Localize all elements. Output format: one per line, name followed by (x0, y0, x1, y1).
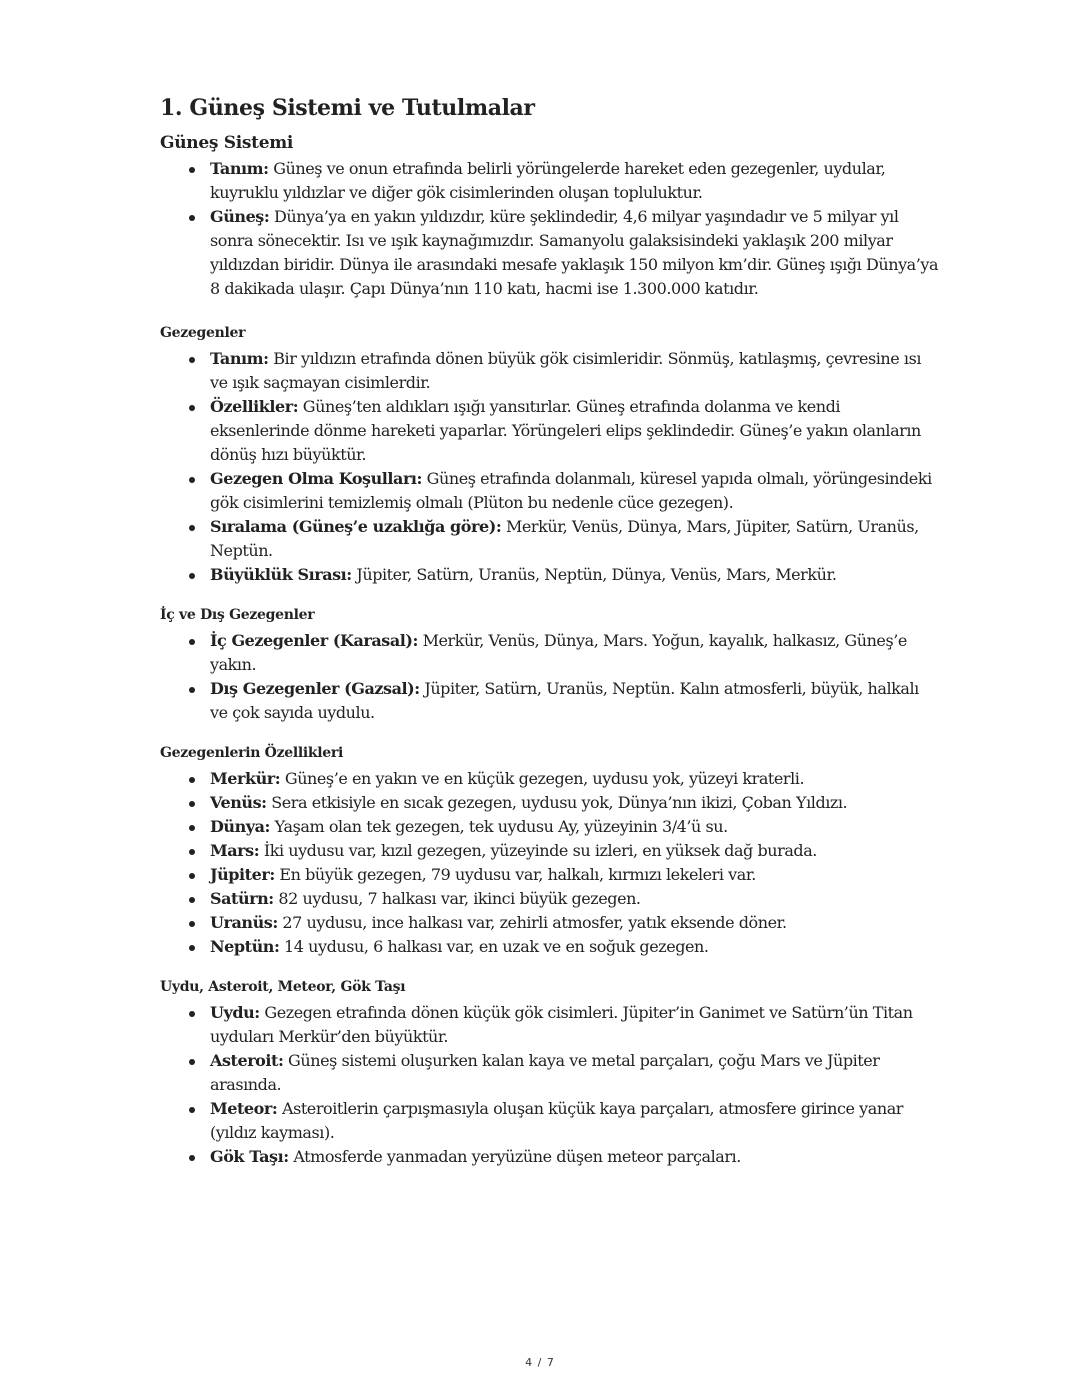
section-heading: İç ve Dış Gezegenler (160, 607, 315, 623)
item-label: Gök Taşı: (210, 1147, 289, 1166)
item-text: Jüpiter, Satürn, Uranüs, Neptün, Dünya, Venüs, Mars, Merkür. (351, 565, 837, 584)
item-label: Gezegen Olma Koşulları: (210, 469, 423, 488)
item-text: Jüpiter, Satürn, Uranüs, Neptün. Kalın atmosferli, büyük, halkalı ve çok sayıda uydulu. (210, 679, 919, 722)
item-label: Uydu: (210, 1003, 260, 1022)
list-item (210, 815, 940, 839)
item-label: Meteor: (210, 1099, 278, 1118)
item-text: Güneş’ten aldıkları ışığı yansıtırlar. Güneş etrafında dolanma ve kendi eksenlerinde dönme hareketi yaparlar. Yörüngeleri elips şeklindedir. Güneş’e yakın olanların dönüş hızı büyüktür. (210, 397, 921, 464)
item-label: Uranüs: (210, 913, 278, 932)
list-item (210, 157, 940, 205)
list-item (210, 205, 940, 301)
item-text: Yaşam olan tek gezegen, tek uydusu Ay, yüzeyinin 3/4’ü su. (270, 817, 728, 836)
item-label: Mars: (210, 841, 260, 860)
list-item (210, 791, 940, 815)
list-item (210, 887, 940, 911)
list-item (210, 677, 940, 725)
list-item (210, 935, 940, 959)
item-text: Atmosferde yanmadan yeryüzüne düşen meteor parçaları. (288, 1147, 741, 1166)
page-number: 4 / 7 (525, 1356, 555, 1369)
section-heading: Güneş Sistemi (160, 133, 294, 153)
item-label: Venüs: (210, 793, 267, 812)
item-text: Güneş’e en yakın ve en küçük gezegen, uydusu yok, yüzeyi kraterli. (280, 769, 805, 788)
bullet-list (160, 157, 940, 301)
item-text: Merkür, Venüs, Dünya, Mars. Yoğun, kayalık, halkasız, Güneş’e yakın. (210, 631, 907, 674)
item-text: 27 uydusu, ince halkası var, zehirli atmosfer, yatık eksende döner. (277, 913, 787, 932)
bullet-list (160, 1001, 940, 1169)
item-text: 82 uydusu, 7 halkası var, ikinci büyük gezegen. (273, 889, 641, 908)
list-item (210, 467, 940, 515)
item-text: Güneş ve onun etrafında belirli yörüngelerde hareket eden gezegenler, uydular, kuyruklu yıldızlar ve diğer gök cisimlerinden oluşan topluluktur. (210, 159, 886, 202)
item-label: Tanım: (210, 349, 269, 368)
item-label: Jüpiter: (210, 865, 275, 884)
list-item (210, 395, 940, 467)
section-gezegenler (160, 323, 940, 587)
item-text: Asteroitlerin çarpışmasıyla oluşan küçük kaya parçaları, atmosfere girince yanar (yıldız kayması). (210, 1099, 903, 1142)
list-item (210, 1097, 940, 1145)
list-item (210, 515, 940, 563)
item-text: İki uydusu var, kızıl gezegen, yüzeyinde su izleri, en yüksek dağ burada. (259, 841, 817, 860)
item-text: 14 uydusu, 6 halkası var, en uzak ve en soğuk gezegen. (279, 937, 709, 956)
item-label: Tanım: (210, 159, 269, 178)
bullet-list (160, 629, 940, 725)
list-item (210, 863, 940, 887)
section-gunes-sistemi (160, 131, 940, 301)
list-item (210, 347, 940, 395)
section-gezegenlerin-ozellikleri (160, 743, 940, 959)
item-label: İç Gezegenler (Karasal): (210, 631, 418, 650)
item-text: Dünya’ya en yakın yıldızdır, küre şeklindedir, 4,6 milyar yaşındadır ve 5 milyar yıl sonra sönecektir. Isı ve ışık kaynağımızdır. Samanyolu galaksisindeki yaklaşık 200 milyar yıldızdan biridir. Dünya ile arasındaki mesafe yaklaşık 150 milyon km’dir. Güneş ışığı Dünya’ya 8 dakikada ulaşır. Çapı Dünya’nın 110 katı, hacmi ise 1.300.000 katıdır. (210, 207, 939, 298)
item-label: Asteroit: (210, 1051, 284, 1070)
item-text: Güneş etrafında dolanmalı, küresel yapıda olmalı, yörüngesindeki gök cisimlerini temizlemiş olmalı (Plüton bu nedenle cüce gezegen). (210, 469, 932, 512)
bullet-list (160, 767, 940, 959)
item-label: Merkür: (210, 769, 281, 788)
section-uydu-asteroit-meteor (160, 977, 940, 1169)
list-item (210, 911, 940, 935)
item-text: Sera etkisiyle en sıcak gezegen, uydusu yok, Dünya’nın ikizi, Çoban Yıldızı. (266, 793, 848, 812)
list-item (210, 563, 940, 587)
item-label: Sıralama (Güneş’e uzaklığa göre): (210, 517, 502, 536)
list-item (210, 1001, 940, 1049)
section-ic-dis-gezegenler (160, 605, 940, 725)
item-label: Güneş: (210, 207, 270, 226)
item-label: Büyüklük Sırası: (210, 565, 352, 584)
list-item (210, 767, 940, 791)
item-label: Özellikler: (210, 397, 299, 416)
item-text: Merkür, Venüs, Dünya, Mars, Jüpiter, Satürn, Uranüs, Neptün. (210, 517, 919, 560)
page-title: 1. Güneş Sistemi ve Tutulmalar (160, 95, 535, 121)
section-heading: Gezegenlerin Özellikleri (160, 745, 343, 761)
list-item (210, 1049, 940, 1097)
section-heading: Gezegenler (160, 325, 246, 341)
item-label: Dünya: (210, 817, 271, 836)
item-text: Güneş sistemi oluşurken kalan kaya ve metal parçaları, çoğu Mars ve Jüpiter arasında. (210, 1051, 880, 1094)
section-heading: Uydu, Asteroit, Meteor, Gök Taşı (160, 979, 406, 995)
item-label: Dış Gezegenler (Gazsal): (210, 679, 420, 698)
item-text: Gezegen etrafında dönen küçük gök cisimleri. Jüpiter’in Ganimet ve Satürn’ün Titan uyduları Merkür’den büyüktür. (210, 1003, 913, 1046)
item-text: Bir yıldızın etrafında dönen büyük gök cisimleridir. Sönmüş, katılaşmış, çevresine ısı ve ışık saçmayan cisimlerdir. (210, 349, 922, 392)
bullet-list (160, 347, 940, 587)
item-label: Neptün: (210, 937, 280, 956)
list-item (210, 1145, 940, 1169)
list-item (210, 839, 940, 863)
list-item (210, 629, 940, 677)
item-text: En büyük gezegen, 79 uydusu var, halkalı, kırmızı lekeleri var. (274, 865, 756, 884)
document-page (160, 93, 940, 1187)
item-label: Satürn: (210, 889, 274, 908)
